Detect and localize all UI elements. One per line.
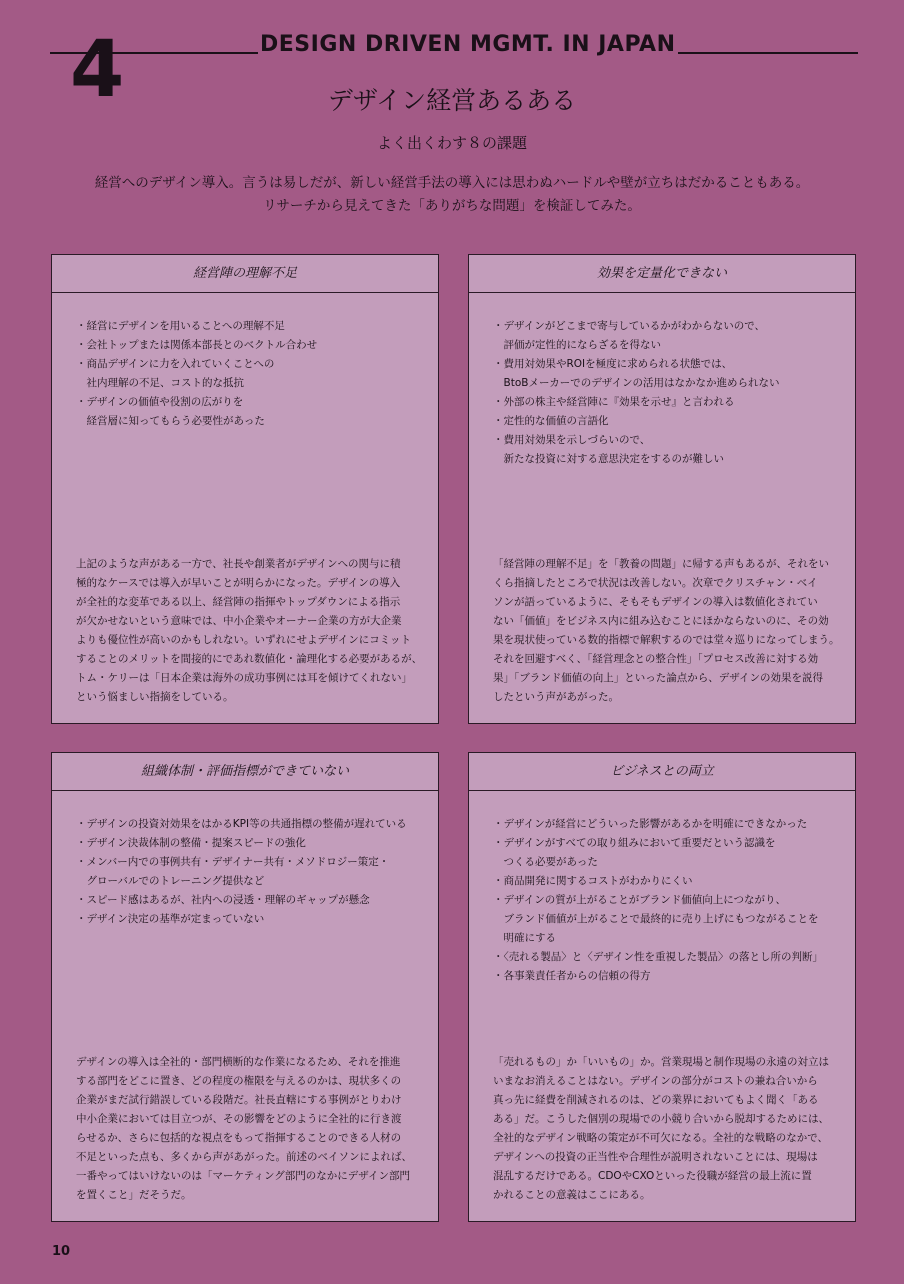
lead-line: 経営へのデザイン導入。言うは易しだが、新しい経営手法の導入には思わぬハードルや壁が立ちはだかることもある。 [94, 175, 810, 191]
commentary-line: らせるか、さらに包括的な視点をもって指揮することのできる人材の [76, 1132, 402, 1144]
quote-item: ・デザインがすべての取り組みにおいて重要だという認識を [493, 837, 776, 849]
quote-item: ・デザインの価値や役割の広がりを [76, 396, 244, 408]
quote-item: ・スピード感はあるが、社内への浸透・理解のギャップが懸念 [76, 894, 370, 906]
commentary-line: 果を現状使っている数的指標で解釈するのでは堂々巡りになってしまう。 [493, 634, 840, 646]
commentary-line: という悩ましい指摘をしている。 [76, 691, 234, 703]
card-title: 効果を定量化できない [469, 255, 855, 293]
commentary-line: かれることの意義はここにある。 [493, 1189, 651, 1201]
commentary-line: 「売れるもの」か「いいもの」か。営業現場と制作現場の永遠の対立は [493, 1056, 829, 1068]
commentary-line: トム・ケリーは「日本企業は海外の成功事例には耳を傾けてくれない」 [76, 672, 412, 684]
commentary-line: 「経営陣の理解不足」を「教養の問題」に帰する声もあるが、それをい [493, 558, 829, 570]
commentary-line: ない「価値」をビジネス内に組み込むことにほかならないのに、その効 [493, 615, 829, 627]
quote-item: ・デザインが経営にどういった影響があるかを明確にできなかった [493, 818, 808, 830]
card-commentary [493, 1053, 843, 1205]
commentary-line: を置くこと」だそうだ。 [76, 1189, 192, 1201]
card-title: 経営陣の理解不足 [52, 255, 438, 293]
commentary-line: することのメリットを間接的にであれ数値化・論理化する必要があるが、 [76, 653, 423, 665]
quote-item: BtoBメーカーでのデザインの活用はなかなか進められない [493, 377, 780, 389]
commentary-line: 上記のような声がある一方で、社長や創業者がデザインへの関与に積 [76, 558, 401, 570]
page-number: 10 [52, 1244, 71, 1259]
quote-item: ・外部の株主や経営陣に『効果を示せ』と言われる [493, 396, 735, 408]
issue-card-organization-metrics [51, 752, 439, 1222]
quote-item: ・デザインがどこまで寄与しているかがわからないので、 [493, 320, 766, 332]
quote-list [52, 293, 438, 431]
quote-item: ・デザイン決定の基準が定まっていない [76, 913, 265, 925]
commentary-line: よりも優位性が高いのかもしれない。いずれにせよデザインにコミット [76, 634, 412, 646]
commentary-line: 極的なケースでは導入が早いことが明らかになった。デザインの導入 [76, 577, 401, 589]
commentary-line: が欠かせないという意味では、中小企業やオーナー企業の方が大企業 [76, 615, 402, 627]
page-title: デザイン経営あるある [327, 86, 577, 115]
issue-card-business-balance [468, 752, 856, 1222]
quote-item: 新たな投資に対する意思決定をするのが難しい [493, 453, 724, 465]
commentary-line: 中小企業においては目立つが、その影響をどのように全社的に行き渡 [76, 1113, 402, 1125]
card-title: 組織体制・評価指標ができていない [52, 753, 438, 791]
quote-item: ・〈売れる製品〉と〈デザイン性を重視した製品〉の落とし所の判断」 [493, 951, 824, 963]
quote-item: ・メンバー内での事例共有・デザイナー共有・メソドロジー策定・ [76, 856, 390, 868]
quote-item: ・費用対効果を示しづらいので、 [493, 434, 651, 446]
commentary-line: 真っ先に経費を削減されるのは、どの業界においてもよく聞く「ある [493, 1094, 819, 1106]
lead-paragraph [0, 172, 904, 218]
commentary-line: 企業がまだ試行錯誤している段階だ。社長直轄にする事例がとりわけ [76, 1094, 402, 1106]
card-commentary [493, 555, 843, 707]
quote-item: ・デザインの投資対効果をはかるKPI等の共通指標の整備が遅れている [76, 818, 407, 830]
quote-item: 社内理解の不足、コスト的な抵抗 [76, 377, 244, 389]
commentary-line: デザインの導入は全社的・部門横断的な作業になるため、それを推進 [76, 1056, 401, 1068]
quote-item: ・経営にデザインを用いることへの理解不足 [76, 320, 285, 332]
quote-item: ・商品開発に関するコストがわかりにくい [493, 875, 693, 887]
quote-item: ・各事業責任者からの信頼の得方 [493, 970, 651, 982]
commentary-line: それを回避すべく、「経営理念との整合性」「プロセス改善に対する効 [493, 653, 819, 665]
issue-card-quantify-effect [468, 254, 856, 724]
commentary-line: 全社的なデザイン戦略の策定が不可欠になる。全社的な戦略のなかで、 [493, 1132, 829, 1144]
quote-item: ・定性的な価値の言語化 [493, 415, 609, 427]
chapter-number: 4 [70, 25, 123, 115]
commentary-line: ソンが語っているように、そもそもデザインの導入は数値化されてい [493, 596, 818, 608]
quote-item: つくる必要があった [493, 856, 598, 868]
quote-item: ブランド価値が上がることで最終的に売り上げにもつながることを [493, 913, 819, 925]
commentary-line: 混乱するだけである。CDOやCXOといった役職が経営の最上流に置 [493, 1170, 812, 1182]
lead-line: リサーチから見えてきた「ありがちな問題」を検証してみた。 [263, 198, 641, 214]
commentary-line: する部門をどこに置き、どの程度の権限を与えるのかは、現状多くの [76, 1075, 402, 1087]
commentary-line: 一番やってはいけないのは「マーケティング部門のなかにデザイン部門 [76, 1170, 411, 1182]
card-commentary [76, 1053, 426, 1205]
page-subtitle: よく出くわす８の課題 [376, 134, 527, 152]
quote-item: 経営層に知ってもらう必要性があった [76, 415, 265, 427]
quote-item: グローバルでのトレーニング提供など [76, 875, 265, 887]
commentary-line: したという声があがった。 [493, 691, 619, 703]
quote-item: 明確にする [493, 932, 556, 944]
commentary-line: ある」だ。こうした個別の現場での小競り合いから脱却するためには、 [493, 1113, 829, 1125]
card-title: ビジネスとの両立 [469, 753, 855, 791]
commentary-line: が全社的な変革である以上、経営陣の指揮やトップダウンによる指示 [76, 596, 401, 608]
quote-item: ・会社トップまたは関係本部長とのベクトル合わせ [76, 339, 318, 351]
commentary-line: デザインへの投資の正当性や合理性が説明されないことには、現場は [493, 1151, 818, 1163]
quote-list [469, 293, 855, 469]
quote-list [469, 791, 855, 986]
quote-item: ・デザイン決裁体制の整備・提案スピードの強化 [76, 837, 306, 849]
commentary-line: 果」「ブランド価値の向上」といった論点から、デザインの効果を説得 [493, 672, 824, 684]
quote-item: 評価が定性的にならざるを得ない [493, 339, 661, 351]
quote-item: ・デザインの質が上がることがブランド価値向上につながり、 [493, 894, 787, 906]
quote-item: ・商品デザインに力を入れていくことへの [76, 358, 275, 370]
commentary-line: 不足といった点も、多くから声があがった。前述のベイソンによれば、 [76, 1151, 412, 1163]
commentary-line: くら指摘したところで状況は改善しない。次章でクリスチャン・ベイ [493, 577, 818, 589]
quote-list [52, 791, 438, 929]
series-title: DESIGN DRIVEN MGMT. IN JAPAN [260, 32, 676, 57]
quote-item: ・費用対効果やROIを極度に求められる状態では、 [493, 358, 733, 370]
card-commentary [76, 555, 426, 707]
issue-card-management-understanding [51, 254, 439, 724]
commentary-line: いまなお消えることはない。デザインの部分がコストの兼ね合いから [493, 1075, 818, 1087]
